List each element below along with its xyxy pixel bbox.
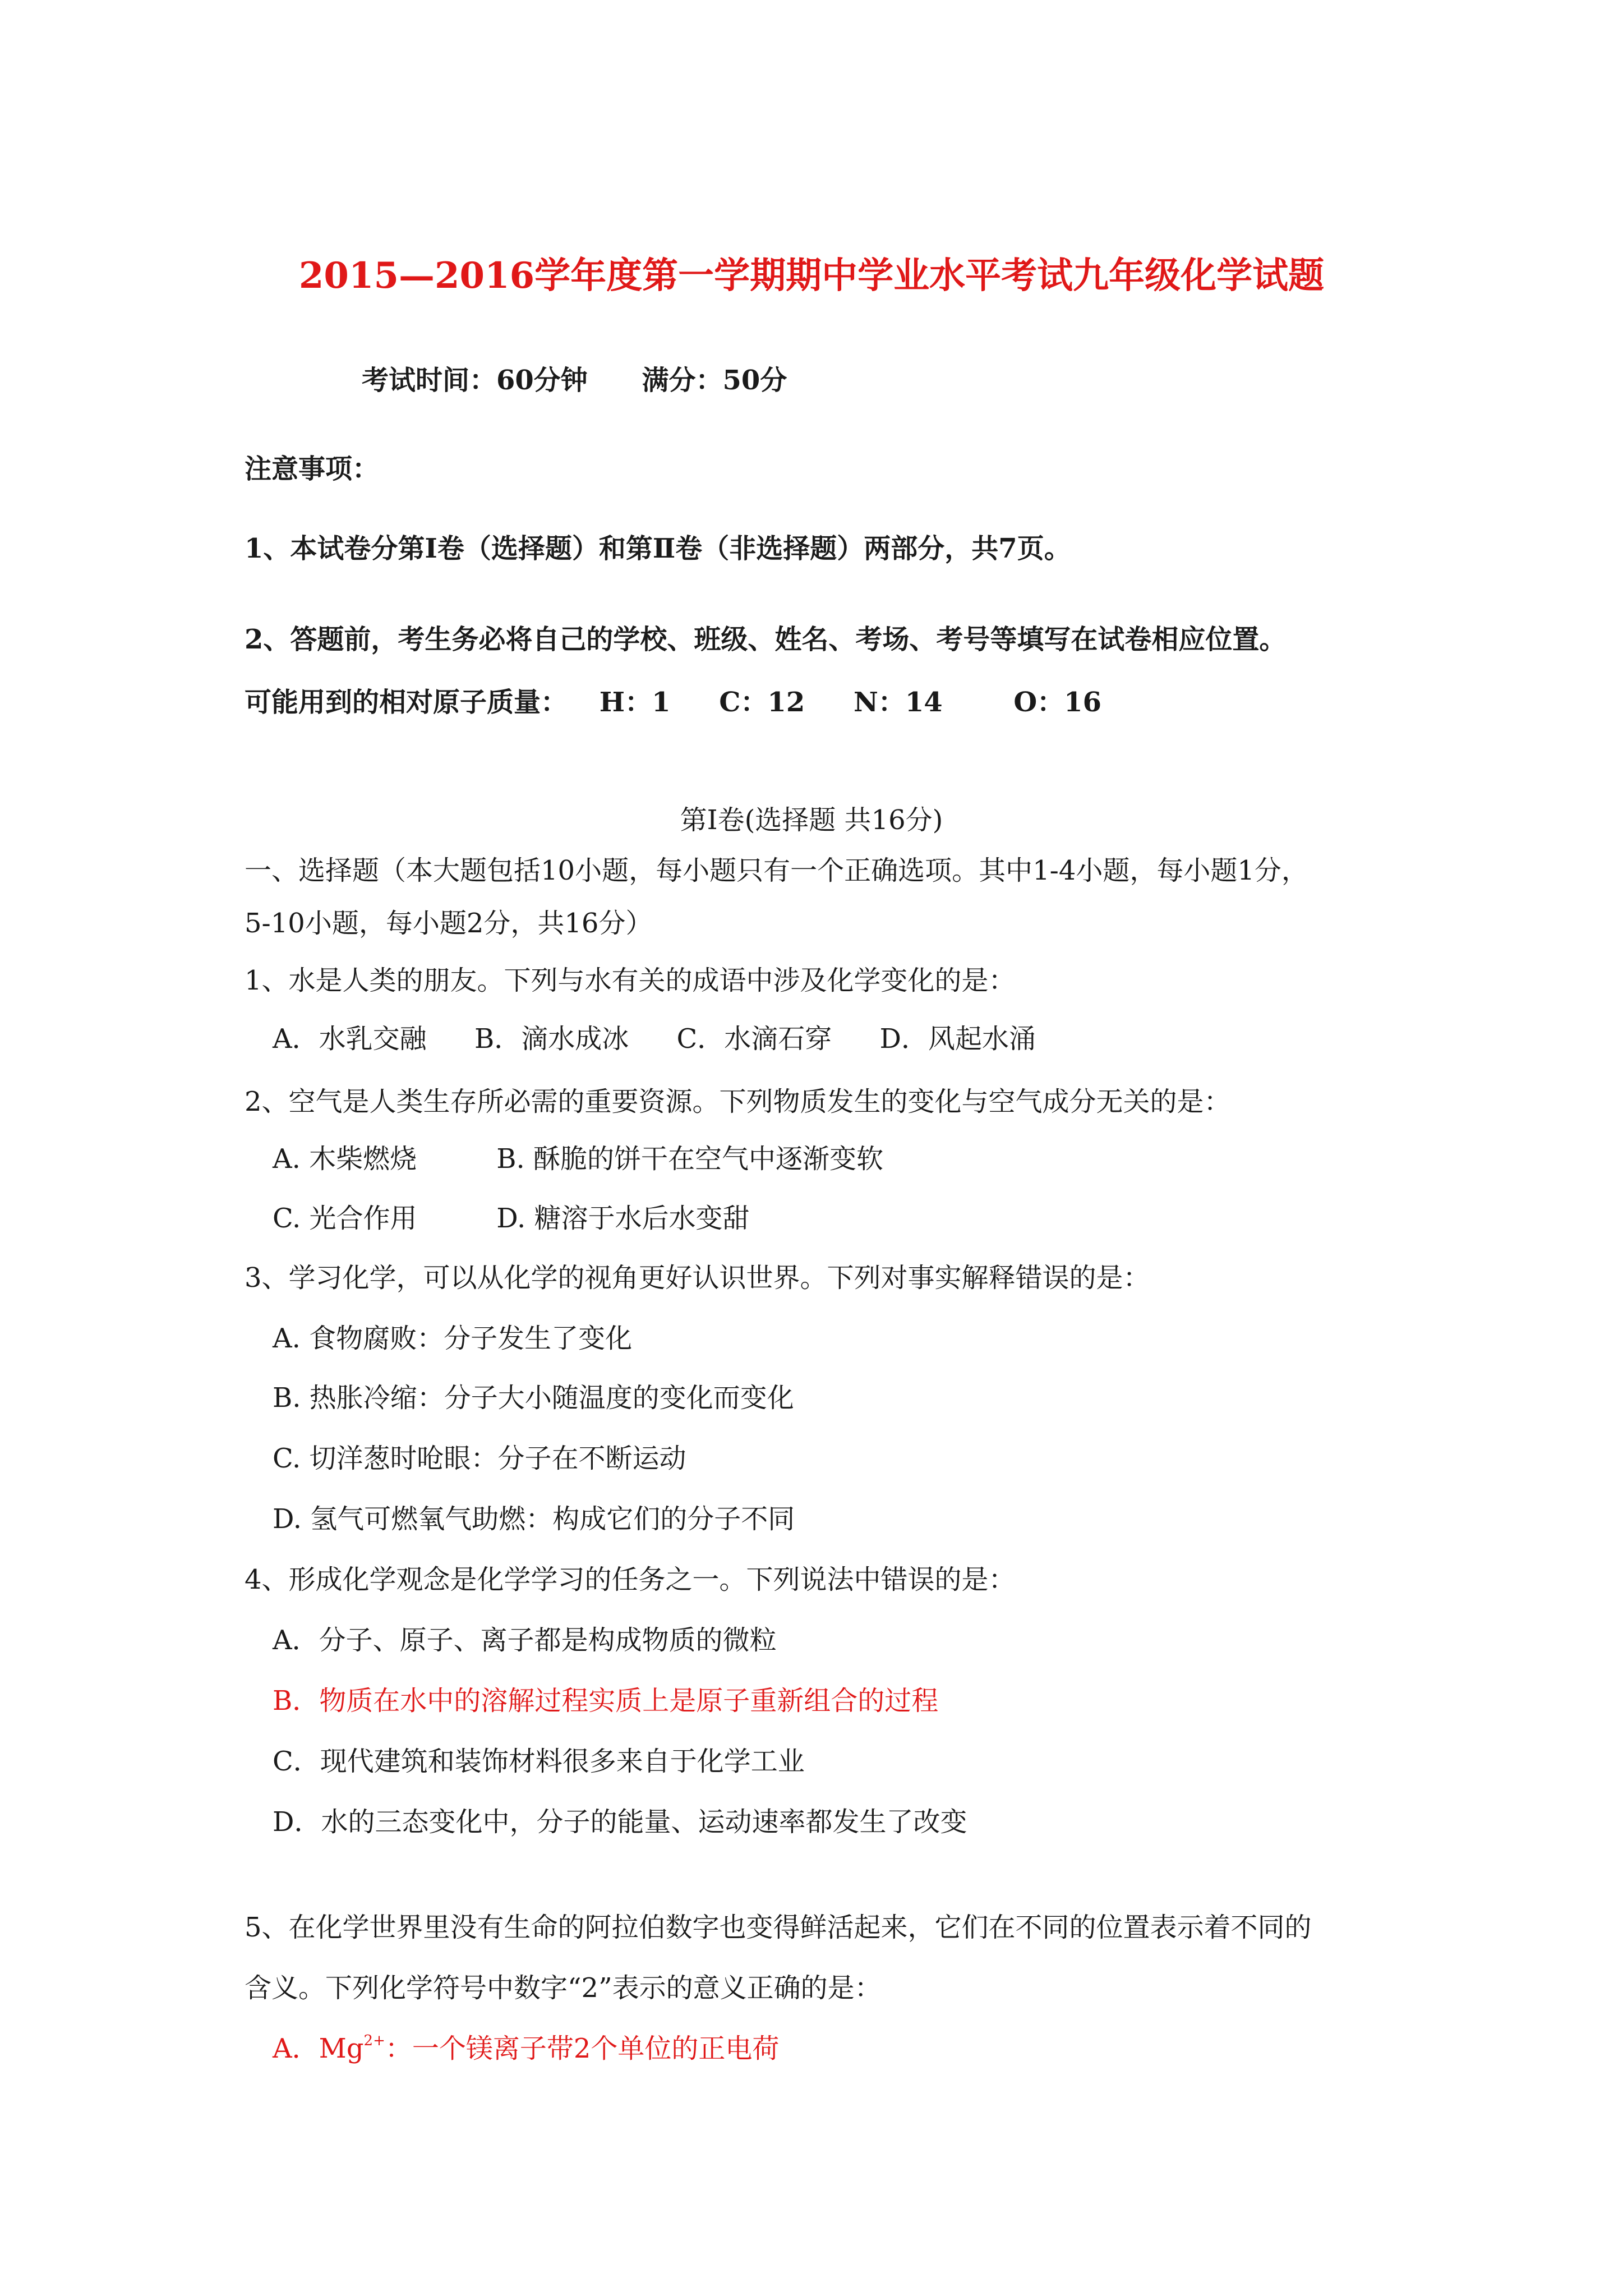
q4-option-a: A．分子、原子、离子都是构成物质的微粒 xyxy=(273,1625,777,1656)
q4-option-c: C．现代建筑和装饰材料很多来自于化学工业 xyxy=(273,1746,805,1777)
q1-option-a: A．水乳交融 xyxy=(273,1023,427,1055)
exam-time: 考试时间：60分钟 xyxy=(362,365,588,396)
q5-stem-2: 含义。下列化学符号中数字“2”表示的意义正确的是： xyxy=(245,1972,882,2004)
q5-option-a-prefix: A．Mg xyxy=(273,2033,364,2064)
q2-options-row2 xyxy=(273,1202,750,1235)
q2-option-d: D. 糖溶于水后水变甜 xyxy=(496,1203,750,1234)
q4-option-b: B．物质在水中的溶解过程实质上是原子重新组合的过程 xyxy=(273,1685,939,1717)
page-title: 2015—2016学年度第一学期期中学业水平考试九年级化学试题 xyxy=(298,255,1325,297)
atomic-mass-o: O：16 xyxy=(1013,687,1101,718)
q4-stem: 4、形成化学观念是化学学习的任务之一。下列说法中错误的是： xyxy=(245,1564,1016,1595)
q3-option-d: D. 氢气可燃氧气助燃：构成它们的分子不同 xyxy=(273,1503,795,1535)
note-item-1: 1、本试卷分第Ⅰ卷（选择题）和第Ⅱ卷（非选择题）两部分，共7页。 xyxy=(245,533,1071,564)
atomic-mass-c: C：12 xyxy=(719,687,805,718)
atomic-mass-h: H：1 xyxy=(599,687,671,718)
q1-option-b: B．滴水成冰 xyxy=(474,1023,629,1055)
q1-option-c: C．水滴石穿 xyxy=(676,1023,832,1055)
q3-stem: 3、学习化学，可以从化学的视角更好认识世界。下列对事实解释错误的是： xyxy=(245,1262,1150,1294)
atomic-mass-row xyxy=(245,685,1101,719)
full-score: 满分：50分 xyxy=(642,365,787,396)
q2-option-c: C. 光合作用 xyxy=(273,1203,417,1234)
q5-option-a-text: ：一个镁离子带2个单位的正电荷 xyxy=(385,2033,780,2064)
q1-stem: 1、水是人类的朋友。下列与水有关的成语中涉及化学变化的是： xyxy=(245,965,1016,996)
note-item-2: 2、答题前，考生务必将自己的学校、班级、姓名、考场、考号等填写在试卷相应位置。 xyxy=(245,624,1287,655)
q2-stem: 2、空气是人类生存所必需的重要资源。下列物质发生的变化与空气成分无关的是： xyxy=(245,1086,1231,1117)
notes-heading: 注意事项： xyxy=(245,453,380,485)
atomic-mass-n: N：14 xyxy=(853,687,943,718)
q2-option-b: B. 酥脆的饼干在空气中逐渐变软 xyxy=(496,1143,884,1175)
q5-option-a-charge: 2+ xyxy=(363,2032,385,2049)
exam-info xyxy=(362,364,787,397)
q3-option-c: C. 切洋葱时呛眼：分子在不断运动 xyxy=(273,1443,686,1474)
q5-stem-1: 5、在化学世界里没有生命的阿拉伯数字也变得鲜活起来，它们在不同的位置表示着不同的 xyxy=(245,1912,1312,1943)
atomic-mass-label: 可能用到的相对原子质量： xyxy=(245,687,568,718)
section-heading: 第Ⅰ卷(选择题 共16分) xyxy=(680,804,943,836)
q3-option-a: A. 食物腐败：分子发生了变化 xyxy=(273,1323,633,1354)
q3-option-b: B. 热胀冷缩：分子大小随温度的变化而变化 xyxy=(273,1382,794,1414)
q4-option-d: D．水的三态变化中，分子的能量、运动速率都发生了改变 xyxy=(273,1806,967,1838)
section-instruction-2: 5-10小题，每小题2分，共16分） xyxy=(245,908,653,939)
q1-option-d: D．风起水涌 xyxy=(879,1023,1036,1055)
q2-option-a: A. 木柴燃烧 xyxy=(273,1143,417,1175)
q5-option-a xyxy=(273,2032,779,2065)
q2-options-row1 xyxy=(273,1142,883,1176)
q1-options xyxy=(273,1022,1036,1056)
section-instruction-1: 一、选择题（本大题包括10小题，每小题只有一个正确选项。其中1-4小题，每小题1分， xyxy=(245,855,1308,886)
